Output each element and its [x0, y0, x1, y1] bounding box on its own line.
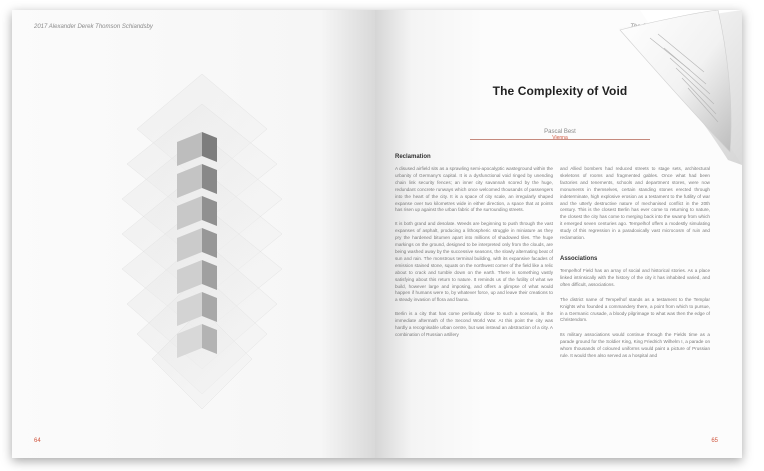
- text-column-1: [395, 154, 553, 346]
- left-page-number: 64: [34, 438, 41, 444]
- paragraph: and Allied bombers had reduced streets to stage sets, architectural skeletons of rooms and fragmented gables. Once what had been factories and tenements, schools and department stores, were now monuments in themselves, certain standing stones erected through indeterminate, high explosive erosion as a testament to the futility of war and the utterly destructive nature of mechanised conflict in the 20th century. This is the closest Berlin has ever come to returning to nature, the closest the city has come to merging back into the swamp from which it emerged seven centuries ago. Tempelhof offers a modestly simulating study of this regression in a paradoxically vast microcosm of ruin and reclamation.: [560, 166, 710, 241]
- text-column-2: [560, 166, 710, 368]
- paragraph: Tempelhof Field has an array of social and historical stories. As a place linked intrinsically with the history of the city it has inhabited varied, and often difficult, associations.: [560, 267, 710, 287]
- paragraph: Its military associations would continue through the Fields time as a parade ground for the Soldier King, King Friedrich Wilhelm I, a parade on whom thousands of coloured uniforms would paint a picture of Prussian rule. It would then also served as a hospital and: [560, 332, 710, 359]
- paragraph: The district name of Tempelhof stands as a testament to the Templar Knights who founded a commandery there, a point from which to pursue, in a Germanic crusade, a bloody pilgrimage to what was then the edge of Christendom.: [560, 296, 710, 323]
- geometric-artwork: [117, 74, 287, 414]
- article-affiliation: Vienna: [552, 135, 568, 141]
- page-curl-corner[interactable]: [600, 10, 742, 165]
- paragraph: It is both grand and desolate. Weeds are beginning to push through the vast expanses of asphalt, producing a lithospheric struggle in miniature as they pry the hardened bitumen apart into millions of shadowed tiles. The huge markings on the ground, designed to be interpreted only from the clouds, are being washed away by the successive seasons, the slowly alternating beat of sun and rain. The monstrous terminal building, with its expansive facades of emission stained stone, squats on the northwest corner of the field like a relic about to crack and tumble down on the earth. There is something vastly satisfying about this return to nature. It reminds us of the futility of what we build, however large and imposing, and offers a glimpse of what would happen if humans were to, by whatever force, up and leave their creations to a steady invasion of flora and fauna.: [395, 221, 553, 303]
- left-page: [12, 10, 375, 458]
- paragraph: Berlin is a city that has come perilously close to such a scenario, in the immediate aftermath of the Second World War. At this point the city was hardly a recognisable urban centre, but was instead an abstraction of a city. A combination of Russian artillery: [395, 311, 553, 337]
- section-heading-associations: Associations: [560, 255, 598, 262]
- paragraph: A disused airfield sits as a sprawling semi-apocalyptic wasteground within the urbanity of Germany's capital. It is a dysfunctional void ringed by unending chain link security fences; an inner city savannah scored by the huge, redundant concrete runways which once welcomed thousands of passengers into the heart of the city. It is a space of city scale, an irregularly shaped expanse over two kilometres wide in either direction, a space that at points has risen up against the urban fabric of the surrounding streets.: [395, 166, 553, 213]
- article-title: The Complexity of Void: [492, 84, 628, 98]
- right-page-number: 65: [711, 438, 718, 444]
- section-heading-reclamation: Reclamation: [395, 154, 431, 160]
- left-running-head: 2017 Alexander Derek Thomson Schiandsby: [34, 24, 153, 30]
- article-author: Pascal Best: [544, 129, 576, 135]
